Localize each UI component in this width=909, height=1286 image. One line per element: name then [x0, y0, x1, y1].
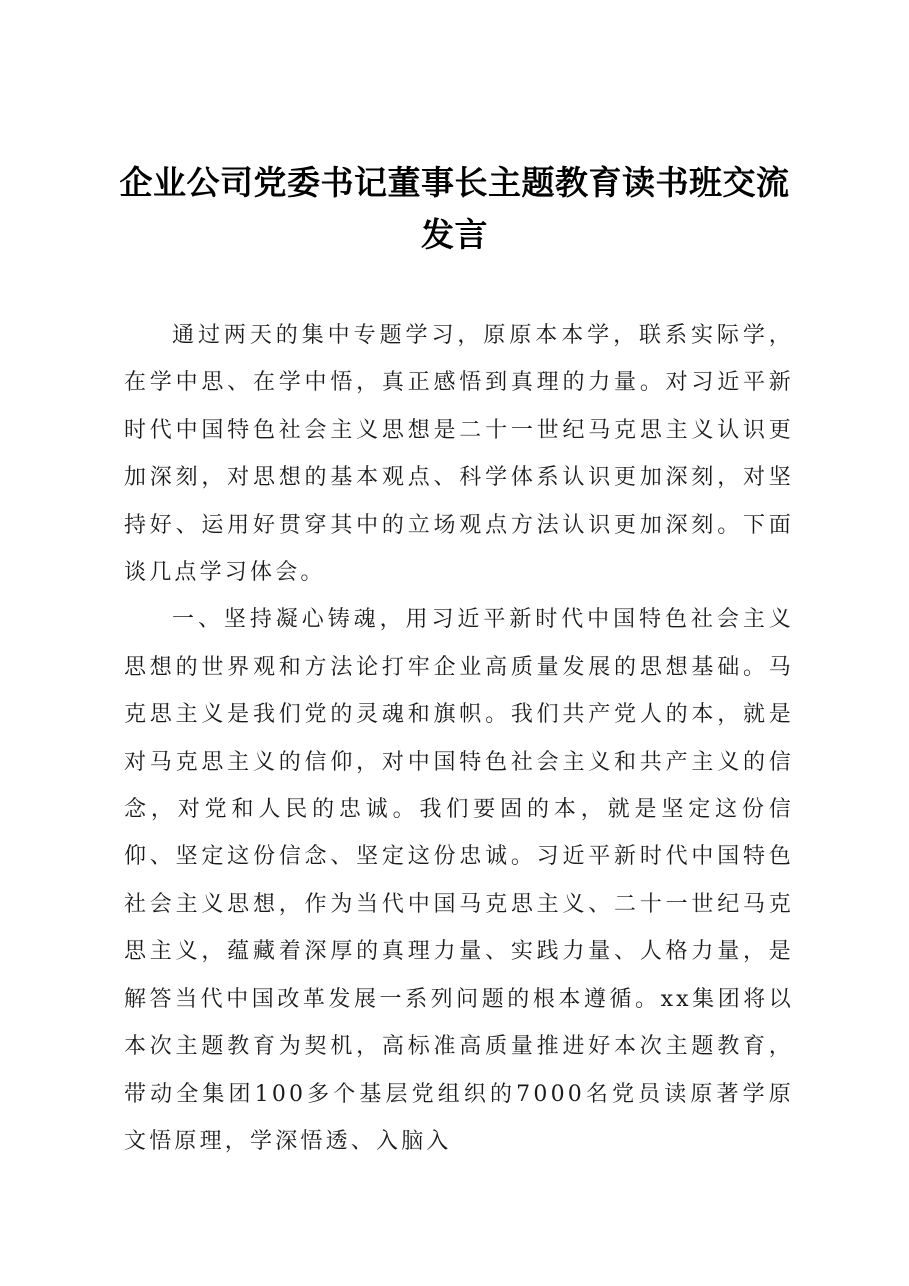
title-line-1: 企业公司党委书记董事长主题教育读书班交流	[119, 163, 790, 202]
paragraph-intro: 通过两天的集中专题学习，原原本本学，联系实际学，在学中思、在学中悟，真正感悟到真理的力量。对习近平新时代中国特色社会主义思想是二十一世纪马克思主义认识更加深刻，对思想的基本观点、科学体系认识更加深刻，对坚持好、运用好贯穿其中的立场观点方法认识更加深刻。下面谈几点学习体会。	[124, 323, 794, 586]
title-line-2: 发言	[421, 215, 488, 254]
document-body	[124, 312, 794, 1165]
paragraph-section-1: 一、坚持凝心铸魂，用习近平新时代中国特色社会主义思想的世界观和方法论打牢企业高质量发展的思想基础。马克思主义是我们党的灵魂和旗帜。我们共产党人的本，就是对马克思主义的信仰，对中国特色社会主义和共产主义的信念，对党和人民的忠诚。我们要固的本，就是坚定这份信仰、坚定这份信念、坚定这份忠诚。习近平新时代中国特色社会主义思想，作为当代中国马克思主义、二十一世纪马克思主义，蕴藏着深厚的真理力量、实践力量、人格力量，是解答当代中国改革发展一系列问题的根本遵循。xx集团将以本次主题教育为契机，高标准高质量推进好本次主题教育，带动全集团100多个基层党组织的7000名党员读原著学原文悟原理，学深悟透、入脑入	[124, 607, 794, 1154]
document-title	[110, 157, 799, 261]
